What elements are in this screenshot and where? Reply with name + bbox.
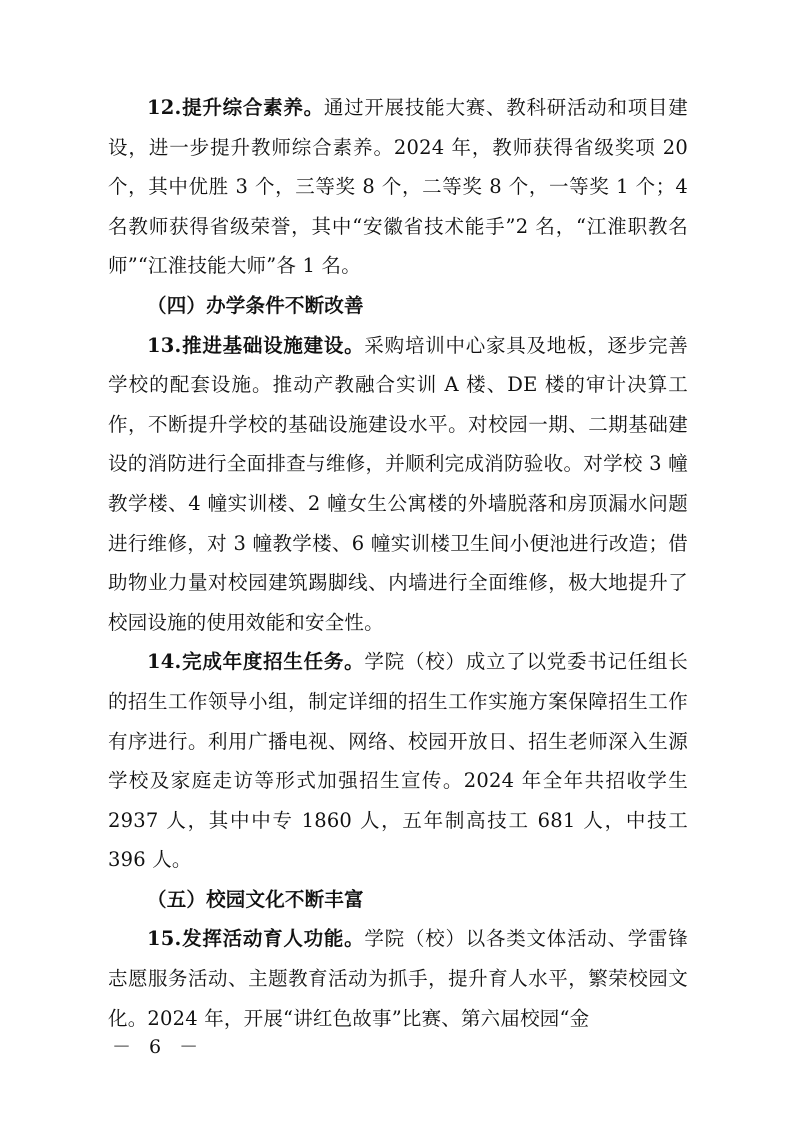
section-heading-5: （五）校园文化不断丰富	[147, 887, 364, 911]
paragraph-13	[108, 326, 688, 643]
section-heading-4: （四）办学条件不断改善	[147, 293, 364, 317]
paragraph-text-15: 学院（校）以各类文体活动、学雷锋志愿服务活动、主题教育活动为抓手，提升育人水平，繁荣校园文化。2024 年，开展“讲红色故事”比赛、第六届校园“金	[108, 927, 689, 1030]
paragraph-text-14: 学院（校）成立了以党委书记任组长的招生工作领导小组，制定详细的招生工作实施方案保障招生工作有序进行。利用广播电视、网络、校园开放日、招生老师深入生源学校及家庭走访等形式加强招生宣传。2024 年全年共招收学生 2937 人，其中中专 1860 人，五年制高技工 681 人，中技工 396 人。	[108, 650, 689, 872]
paragraph-lead-14: 14.完成年度招生任务。	[147, 650, 365, 674]
paragraph-text-13: 采购培训中心家具及地板，逐步完善学校的配套设施。推动产教融合实训 A 楼、DE 楼的审计决算工作，不断提升学校的基础设施建设水平。对校园一期、二期基础建设的消防进行全面排查与维修，并顺利完成消防验收。对学校 3 幢教学楼、4 幢实训楼、2 幢女生公寓楼的外墙脱落和房顶漏水问题进行维修，对 3 幢教学楼、6 幢实训楼卫生间小便池进行改造；借助物业力量对校园建筑踢脚线、内墙进行全面维修，极大地提升了校园设施的使用效能和安全性。	[108, 333, 689, 634]
paragraph-15	[108, 919, 688, 1038]
paragraph-14	[108, 642, 688, 880]
document-body	[108, 88, 688, 1038]
paragraph-lead-15: 15.发挥活动育人功能。	[147, 927, 365, 951]
page-number: － 6 －	[112, 1036, 205, 1058]
paragraph-12	[108, 88, 688, 286]
paragraph-text-12: 通过开展技能大赛、教科研活动和项目建设，进一步提升教师综合素养。2024 年，教师获得省级奖项 20 个，其中优胜 3 个，三等奖 8 个，二等奖 8 个，一等奖 1 个；4 名教师获得省级荣誉，其中“安徽省技术能手”2 名，“江淮职教名师”“江淮技能大师”各 1 名。	[108, 96, 688, 278]
paragraph-lead-13: 13.推进基础设施建设。	[147, 333, 365, 357]
paragraph-lead-12: 12.提升综合素养。	[147, 96, 324, 119]
